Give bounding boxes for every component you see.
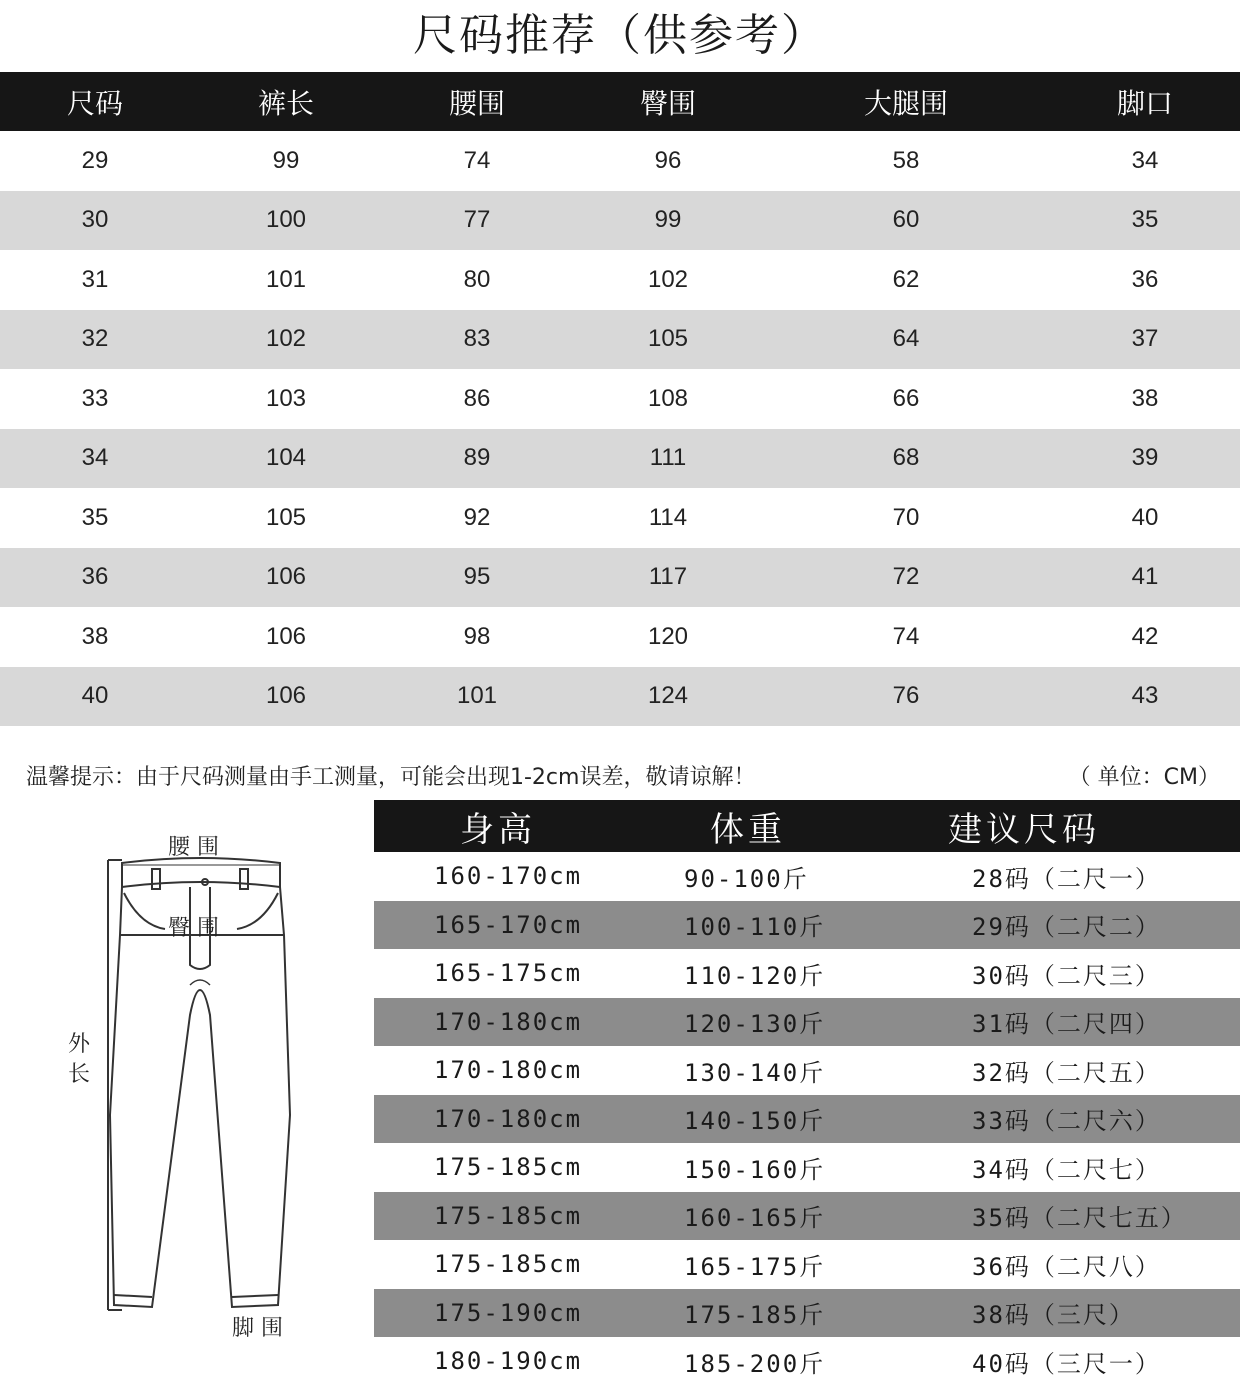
- cell-suggest-size: 31码（二尺四）: [972, 1010, 1161, 1039]
- cell-hip: 96: [654, 146, 682, 174]
- cell-thigh: 60: [892, 206, 920, 234]
- table-row: [374, 1289, 1240, 1338]
- table-row: [0, 131, 1240, 191]
- cell-size: 40: [81, 682, 109, 710]
- size-table-header: [0, 72, 1240, 131]
- cell-weight: 185-200斤: [684, 1349, 826, 1378]
- table-row: [374, 998, 1240, 1047]
- cell-length: 104: [265, 444, 307, 472]
- cell-length: 102: [265, 325, 307, 353]
- outer-length-label-1: 外: [68, 1032, 91, 1057]
- table-row: [374, 1192, 1240, 1241]
- header-size: 尺码: [66, 86, 124, 120]
- cell-height: 160-170cm: [434, 862, 583, 891]
- cell-hem: 40: [1131, 503, 1159, 531]
- hem-label: 脚 围: [232, 1316, 283, 1341]
- cell-waist: 77: [463, 206, 491, 234]
- cell-length: 106: [265, 682, 307, 710]
- cell-suggest-size: 40码（三尺一）: [972, 1349, 1161, 1378]
- header-height: 身高: [460, 809, 536, 850]
- cell-weight: 140-150斤: [684, 1107, 826, 1136]
- cell-weight: 175-185斤: [684, 1301, 826, 1330]
- cell-hip: 105: [647, 325, 689, 353]
- cell-hem: 42: [1131, 622, 1159, 650]
- page-title: 尺码推荐（供参考）: [413, 10, 827, 61]
- cell-length: 101: [265, 265, 307, 293]
- cell-hip: 114: [648, 503, 688, 531]
- cell-suggest-size: 35码（二尺七五）: [972, 1204, 1187, 1233]
- cell-suggest-size: 30码（二尺三）: [972, 961, 1161, 990]
- cell-thigh: 70: [892, 503, 920, 531]
- cell-hem: 37: [1131, 325, 1159, 353]
- cell-suggest-size: 33码（二尺六）: [972, 1107, 1161, 1136]
- measurement-note: 温馨提示：由于尺码测量由手工测量，可能会出现1-2cm误差，敬请谅解！: [26, 765, 756, 790]
- cell-weight: 90-100斤: [684, 864, 809, 893]
- cell-waist: 92: [463, 503, 491, 531]
- cell-waist: 98: [463, 622, 491, 650]
- cell-height: 175-190cm: [434, 1298, 583, 1327]
- cell-thigh: 74: [892, 622, 920, 650]
- cell-hem: 36: [1131, 265, 1159, 293]
- cell-size: 30: [81, 206, 109, 234]
- table-row: [0, 667, 1240, 727]
- cell-length: 106: [265, 563, 307, 591]
- cell-hem: 39: [1131, 444, 1159, 472]
- cell-weight: 165-175斤: [684, 1252, 826, 1281]
- cell-hip: 124: [647, 682, 689, 710]
- table-row: [374, 1095, 1240, 1144]
- table-row: [0, 191, 1240, 251]
- cell-size: 32: [81, 325, 109, 353]
- header-thigh: 大腿围: [863, 86, 949, 120]
- cell-thigh: 68: [892, 444, 920, 472]
- cell-hip: 120: [647, 622, 689, 650]
- cell-hip: 111: [649, 444, 687, 472]
- cell-waist: 80: [463, 265, 491, 293]
- cell-size: 36: [81, 563, 109, 591]
- header-hem: 脚口: [1116, 86, 1174, 120]
- cell-hip: 102: [647, 265, 689, 293]
- cell-length: 100: [265, 206, 307, 234]
- cell-thigh: 66: [892, 384, 920, 412]
- cell-length: 103: [265, 384, 307, 412]
- cell-thigh: 58: [892, 146, 920, 174]
- cell-size: 31: [81, 265, 109, 293]
- table-row: [0, 548, 1240, 608]
- cell-hem: 43: [1131, 682, 1159, 710]
- cell-hip: 117: [648, 563, 688, 591]
- cell-height: 175-185cm: [434, 1250, 583, 1279]
- cell-weight: 120-130斤: [684, 1010, 826, 1039]
- table-row: [374, 901, 1240, 950]
- cell-hem: 35: [1131, 206, 1159, 234]
- outer-length-label-2: 长: [68, 1062, 91, 1087]
- cell-waist: 86: [463, 384, 491, 412]
- table-row: [0, 369, 1240, 429]
- cell-height: 175-185cm: [434, 1201, 583, 1230]
- cell-height: 170-180cm: [434, 1007, 583, 1036]
- cell-weight: 110-120斤: [684, 961, 826, 990]
- cell-length: 106: [265, 622, 307, 650]
- cell-height: 170-180cm: [434, 1104, 583, 1133]
- table-row: [374, 1240, 1240, 1289]
- cell-suggest-size: 28码（二尺一）: [972, 864, 1161, 893]
- header-waist: 腰围: [448, 86, 506, 120]
- cell-hip: 99: [654, 206, 682, 234]
- cell-suggest-size: 38码（三尺）: [972, 1301, 1135, 1330]
- cell-weight: 100-110斤: [684, 913, 826, 942]
- table-row: [374, 1046, 1240, 1095]
- cell-height: 180-190cm: [434, 1347, 583, 1376]
- table-row: [0, 250, 1240, 310]
- cell-hem: 34: [1131, 146, 1159, 174]
- cell-height: 175-185cm: [434, 1153, 583, 1182]
- unit-label: （ 单位：CM）: [1068, 765, 1220, 790]
- table-row: [374, 1143, 1240, 1192]
- recommend-table: [374, 800, 1240, 1386]
- cell-thigh: 72: [892, 563, 920, 591]
- cell-weight: 130-140斤: [684, 1058, 826, 1087]
- cell-suggest-size: 36码（二尺八）: [972, 1252, 1161, 1281]
- table-row: [374, 852, 1240, 901]
- header-weight: 体重: [710, 809, 786, 850]
- cell-hip: 108: [647, 384, 689, 412]
- cell-suggest-size: 34码（二尺七）: [972, 1155, 1161, 1184]
- table-row: [374, 949, 1240, 998]
- cell-height: 165-170cm: [434, 910, 583, 939]
- header-length: 裤长: [257, 86, 315, 120]
- cell-suggest-size: 32码（二尺五）: [972, 1058, 1161, 1087]
- cell-size: 33: [81, 384, 109, 412]
- table-row: [0, 488, 1240, 548]
- cell-suggest-size: 29码（二尺二）: [972, 913, 1161, 942]
- cell-thigh: 64: [892, 325, 920, 353]
- header-suggest: 建议尺码: [948, 809, 1100, 850]
- cell-hem: 38: [1131, 384, 1159, 412]
- cell-length: 105: [265, 503, 307, 531]
- cell-waist: 74: [463, 146, 491, 174]
- waist-label: 腰 围: [168, 835, 219, 860]
- cell-waist: 83: [463, 325, 491, 353]
- pants-diagram: [40, 815, 360, 1355]
- cell-thigh: 76: [892, 682, 920, 710]
- table-row: [0, 429, 1240, 489]
- table-row: [374, 1337, 1240, 1386]
- cell-length: 99: [272, 146, 300, 174]
- table-row: [0, 310, 1240, 370]
- cell-waist: 101: [456, 682, 498, 710]
- hip-label: 臀 围: [168, 916, 219, 941]
- recommend-table-header: [374, 800, 1240, 852]
- cell-height: 170-180cm: [434, 1056, 583, 1085]
- cell-size: 29: [81, 146, 109, 174]
- cell-waist: 95: [463, 563, 491, 591]
- cell-weight: 160-165斤: [684, 1204, 826, 1233]
- cell-hem: 41: [1131, 563, 1159, 591]
- cell-size: 38: [81, 622, 109, 650]
- cell-waist: 89: [463, 444, 491, 472]
- table-row: [0, 607, 1240, 667]
- cell-size: 35: [81, 503, 109, 531]
- cell-size: 34: [81, 444, 109, 472]
- cell-height: 165-175cm: [434, 959, 583, 988]
- cell-weight: 150-160斤: [684, 1155, 826, 1184]
- size-table: [0, 72, 1240, 726]
- cell-thigh: 62: [892, 265, 920, 293]
- header-hip: 臀围: [639, 86, 697, 120]
